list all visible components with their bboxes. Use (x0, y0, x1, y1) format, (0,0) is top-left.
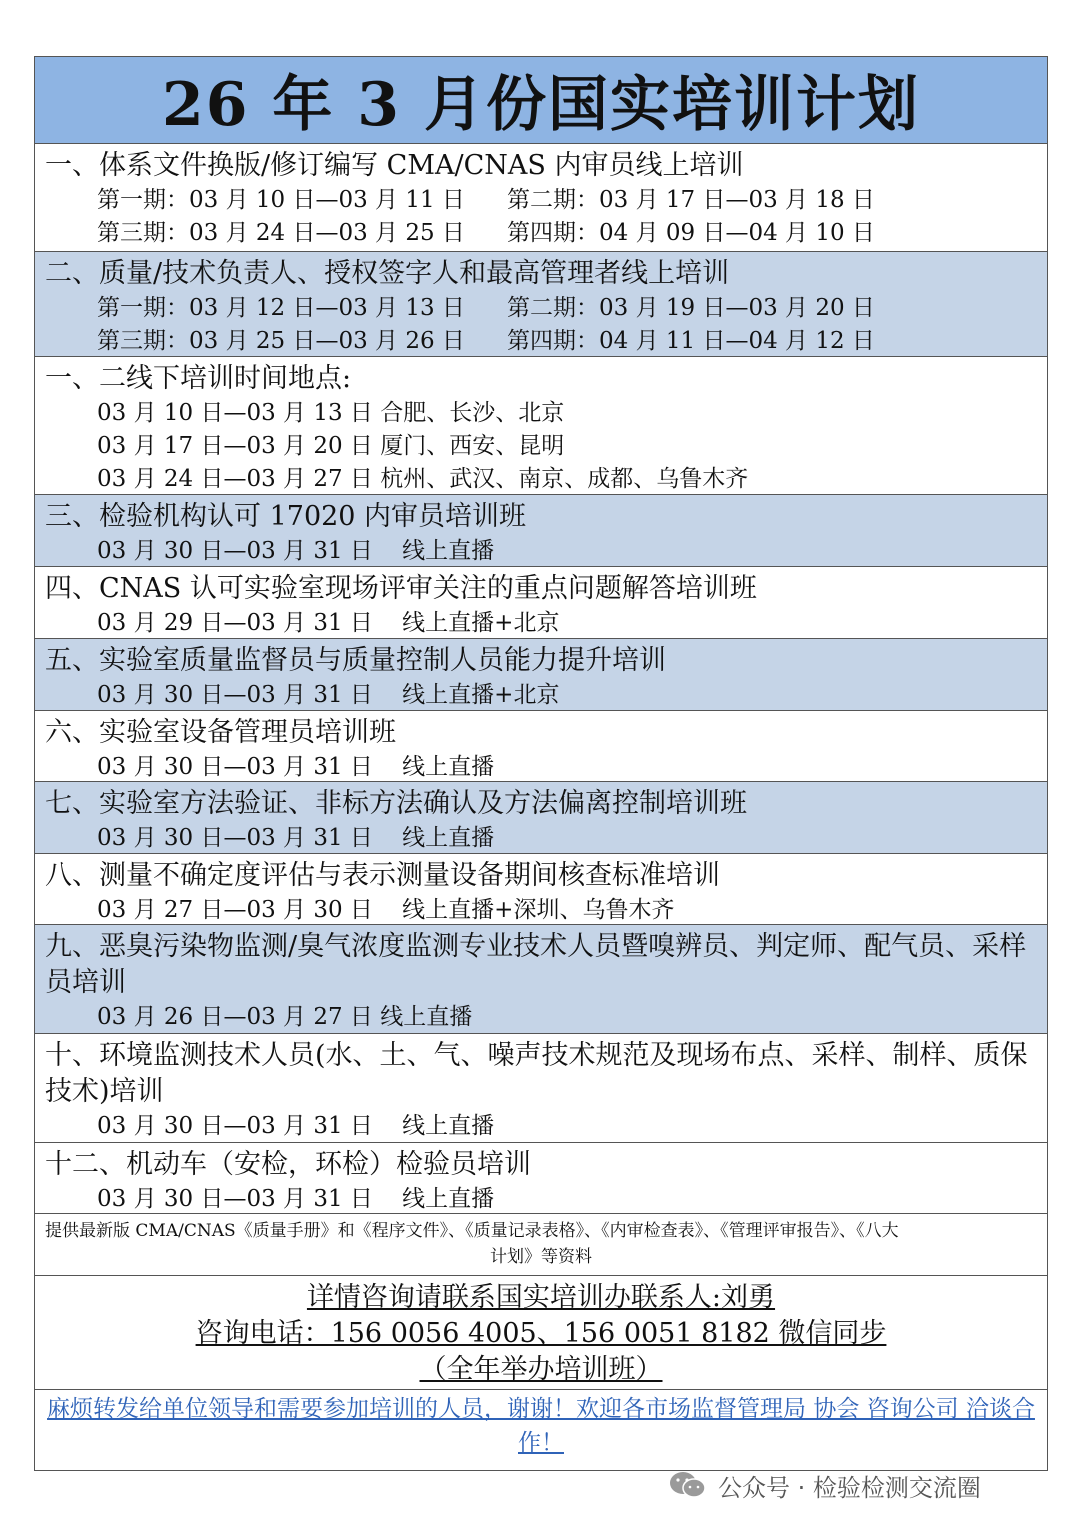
schedule-line: 03 月 30 日—03 月 31 日 线上直播 (97, 825, 495, 851)
section-7 (35, 782, 1047, 854)
schedule-line: 03 月 10 日—03 月 13 日 合肥、长沙、北京 (97, 400, 565, 426)
wechat-icon (668, 1470, 708, 1500)
note-line: 计划》等资料 (490, 1247, 592, 1267)
section-heading: 一、二线下培训时间地点: (45, 363, 352, 394)
training-plan-table (34, 56, 1048, 1471)
footer-label: 公众号 · 检验检测交流圈 (718, 1473, 981, 1502)
note-line: 提供最新版 CMA/CNAS《质量手册》和《程序文件》、《质量记录表格》、《内审检查表》、《管理评审报告》、《八大 (45, 1221, 899, 1241)
schedule-cell: 第三期：03 月 25 日—03 月 26 日 (97, 328, 465, 354)
section-2 (35, 252, 1047, 357)
schedule-line: 03 月 30 日—03 月 31 日 线上直播 (97, 1186, 495, 1212)
section-heading: 四、CNAS 认可实验室现场评审关注的重点问题解答培训班 (45, 573, 757, 604)
section-3 (35, 495, 1047, 567)
section-6 (35, 711, 1047, 782)
schedule-row (45, 325, 1047, 357)
section-heading: 七、实验室方法验证、非标方法确认及方法偏离控制培训班 (45, 788, 747, 819)
section-10 (35, 1034, 1047, 1143)
schedule-line: 03 月 29 日—03 月 31 日 线上直播+北京 (97, 610, 560, 636)
schedule-row (45, 292, 1047, 325)
section-offline (35, 357, 1047, 495)
section-heading: 九、恶臭污染物监测/臭气浓度监测专业技术人员暨嗅辨员、判定师、配气员、采样员培训 (45, 931, 1027, 998)
schedule-line: 03 月 30 日—03 月 31 日 线上直播+北京 (97, 682, 560, 708)
contact-block (35, 1276, 1047, 1390)
contact-phone: 咨询电话：156 0056 4005、156 0051 8182 微信同步 (195, 1318, 887, 1349)
schedule-row (45, 217, 1047, 250)
forward-link[interactable]: 麻烦转发给单位领导和需要参加培训的人员，谢谢！欢迎各市场监督管理局 协会 咨询公司 洽谈合作！ (47, 1396, 1035, 1456)
schedule-line: 03 月 30 日—03 月 31 日 线上直播 (97, 754, 495, 780)
schedule-cell: 第一期：03 月 12 日—03 月 13 日 (97, 295, 465, 321)
section-12 (35, 1143, 1047, 1214)
schedule-cell: 第二期：03 月 17 日—03 月 18 日 (507, 187, 875, 213)
schedule-cell: 第一期：03 月 10 日—03 月 11 日 (97, 187, 465, 213)
materials-note (35, 1214, 1047, 1276)
section-heading: 八、测量不确定度评估与表示测量设备期间核查标准培训 (45, 860, 720, 891)
year-round-note: （全年举办培训班） (419, 1354, 663, 1385)
schedule-line: 03 月 24 日—03 月 27 日 杭州、武汉、南京、成都、乌鲁木齐 (97, 466, 749, 492)
section-4 (35, 567, 1047, 639)
schedule-line: 03 月 26 日—03 月 27 日 线上直播 (97, 1004, 473, 1030)
section-9 (35, 925, 1047, 1034)
section-heading: 十二、机动车（安检，环检）检验员培训 (45, 1149, 531, 1180)
footer-watermark (668, 1465, 981, 1505)
contact-person: 详情咨询请联系国实培训办联系人:刘勇 (306, 1282, 776, 1313)
schedule-cell: 第四期：04 月 11 日—04 月 12 日 (507, 328, 875, 354)
section-heading: 六、实验室设备管理员培训班 (45, 717, 396, 748)
section-5 (35, 639, 1047, 711)
page-title: 26 年 3 月份国实培训计划 (35, 57, 1047, 144)
schedule-cell: 第二期：03 月 19 日—03 月 20 日 (507, 295, 875, 321)
section-heading: 三、检验机构认可 17020 内审员培训班 (45, 501, 527, 532)
section-1 (35, 144, 1047, 252)
schedule-cell: 第四期：04 月 09 日—04 月 10 日 (507, 220, 875, 246)
section-heading: 一、体系文件换版/修订编写 CMA/CNAS 内审员线上培训 (45, 150, 744, 181)
section-heading: 五、实验室质量监督员与质量控制人员能力提升培训 (45, 645, 666, 676)
schedule-line: 03 月 30 日—03 月 31 日 线上直播 (97, 538, 495, 564)
schedule-line: 03 月 30 日—03 月 31 日 线上直播 (97, 1113, 495, 1139)
section-8 (35, 854, 1047, 925)
section-heading: 二、质量/技术负责人、授权签字人和最高管理者线上培训 (45, 258, 730, 289)
schedule-line: 03 月 17 日—03 月 20 日 厦门、西安、昆明 (97, 433, 565, 459)
section-heading: 十、环境监测技术人员(水、土、气、噪声技术规范及现场布点、采样、制样、质保技术)培训 (45, 1040, 1028, 1107)
schedule-row (45, 184, 1047, 217)
schedule-cell: 第三期：03 月 24 日—03 月 25 日 (97, 220, 465, 246)
schedule-line: 03 月 27 日—03 月 30 日 线上直播+深圳、乌鲁木齐 (97, 897, 675, 923)
